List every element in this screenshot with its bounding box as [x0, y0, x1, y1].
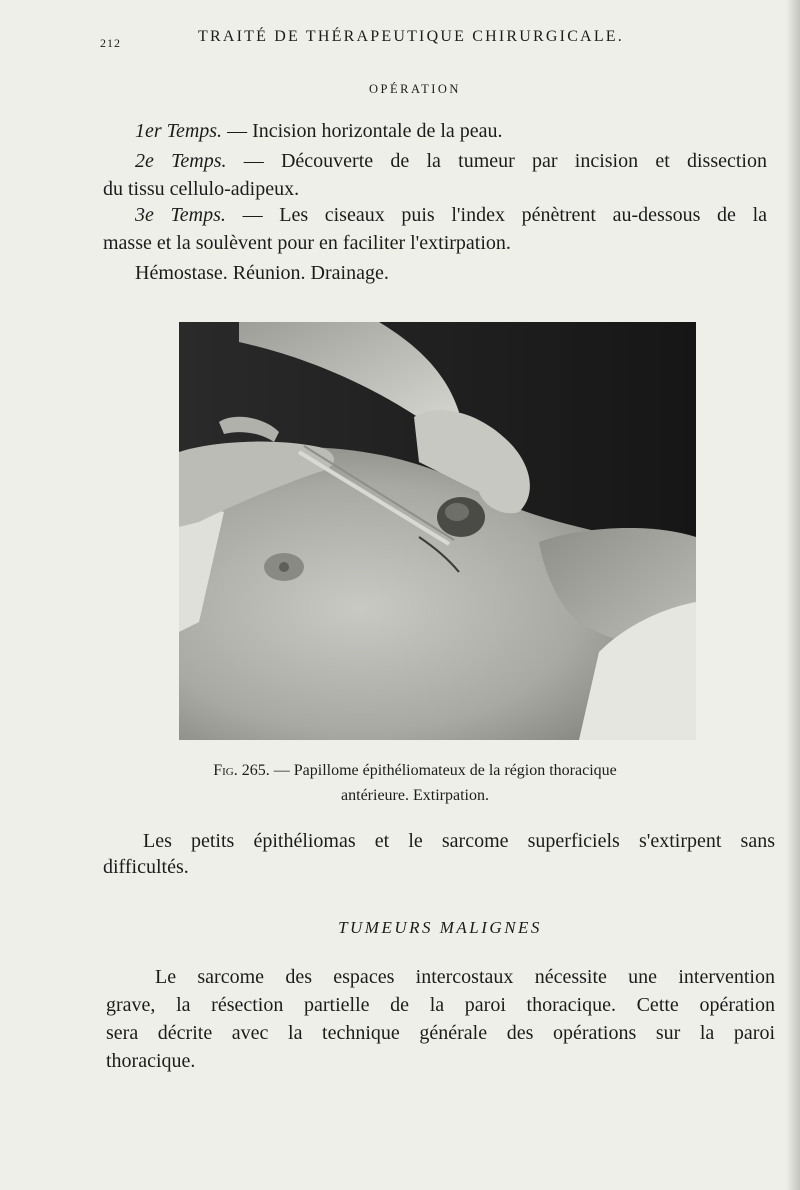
step-2-label: 2e Temps.	[135, 150, 227, 172]
paragraph-1-line-2: difficultés.	[103, 856, 189, 878]
step-2-text-line-1: — Découverte de la tumeur par incision et dissection	[243, 150, 767, 172]
surgical-photograph	[179, 322, 696, 740]
closing-line: Hémostase. Réunion. Drainage.	[135, 262, 389, 284]
section-heading: OPÉRATION	[369, 82, 461, 96]
paragraph-2-line-2: grave, la résection partielle de la paroi thoracique. Cette opération	[106, 994, 775, 1016]
running-head	[0, 26, 800, 50]
step-1-label: 1er Temps.	[135, 120, 223, 142]
figure-caption-line-2: antérieure. Extirpation.	[341, 787, 489, 804]
step-1-text: — Incision horizontale de la peau.	[227, 120, 503, 142]
paragraph-1-line-1: Les petits épithéliomas et le sarcome superficiels s'extirpent sans	[143, 830, 775, 852]
running-title: TRAITÉ DE THÉRAPEUTIQUE CHIRURGICALE.	[198, 28, 624, 45]
page-number: 212	[100, 36, 121, 50]
step-1	[135, 120, 503, 143]
step-3	[135, 204, 767, 227]
step-3-label: 3e Temps.	[135, 204, 226, 226]
step-2	[135, 150, 767, 173]
subheading-tumeurs-malignes: TUMEURS MALIGNES	[338, 918, 542, 937]
paragraph-2-line-3: sera décrite avec la technique générale des opérations sur la paroi	[106, 1022, 775, 1044]
step-3-text-line-2: masse et la soulèvent pour en faciliter l'extirpation.	[103, 232, 511, 254]
paragraph-2-line-4: thoracique.	[106, 1050, 196, 1072]
step-3-text-line-1: — Les ciseaux puis l'index pénètrent au-dessous de la	[242, 204, 768, 226]
figure-label: Fig. 265.	[213, 762, 270, 779]
step-2-text-line-2: du tissu cellulo-adipeux.	[103, 178, 300, 200]
page-edge-shadow	[786, 0, 800, 1190]
figure-caption-text-1: — Papillome épithéliomateux de la région thoracique	[273, 762, 617, 779]
figure-caption-line-1	[0, 762, 800, 780]
paragraph-2-line-1: Le sarcome des espaces intercostaux nécessite une intervention	[155, 966, 775, 988]
